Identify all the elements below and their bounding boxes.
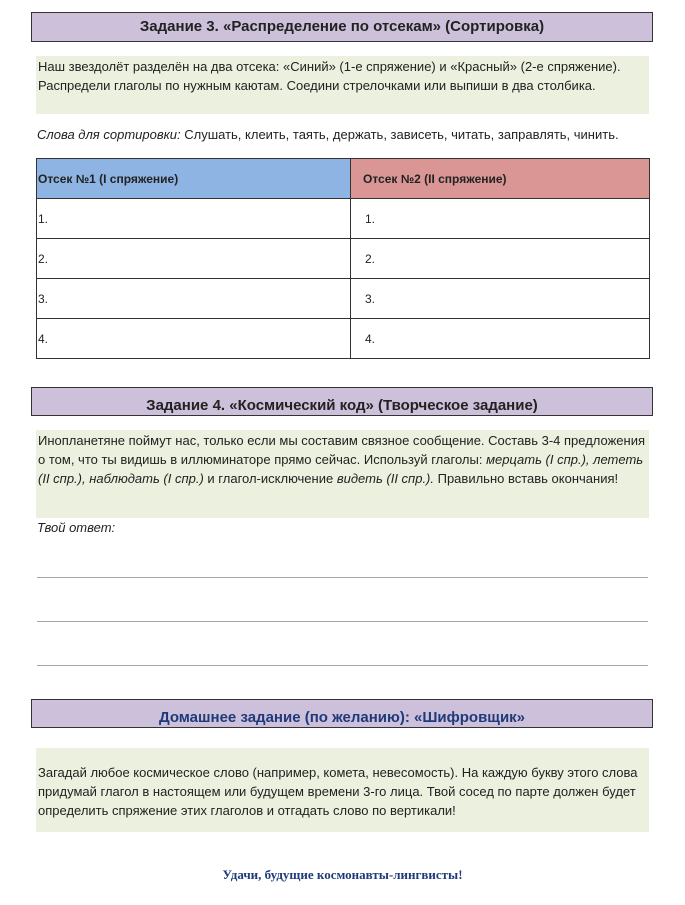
column-header-conjugation-1: Отсек №1 (I спряжение) [37, 159, 351, 199]
task4-exception-verb: видеть (II спр.). [336, 471, 434, 486]
homework-description [36, 748, 649, 832]
table-row [37, 199, 650, 239]
table-cell[interactable]: 3. [37, 279, 351, 319]
homework-description-text: Загадай любое космическое слово (например, комета, невесомость). На каждую букву этого слова придумай глагол в настоящем или будущем времени 3-го лица. Твой сосед по парте должен будет определить спряжение этих глаголов и отгадать слово по вертикали! [38, 765, 638, 818]
task4-description-text-2: и глагол-исключение [203, 471, 337, 486]
column-header-conjugation-2: Отсек №2 (II спряжение) [351, 159, 650, 199]
table-row [37, 279, 650, 319]
task4-description-text: Инопланетяне поймут нас, только если мы составим связное сообщение. Составь 3-4 предложения о том, что ты видишь в иллюминаторе прямо сейчас. Используй глаголы: [38, 433, 646, 467]
task3-description-text: Наш звездолёт разделён на два отсека: «Синий» (1-е спряжение) и «Красный» (2-е спряжение). Распредели глаголы по нужным каютам. Соедини стрелочками или выпиши в два столбика. [38, 59, 621, 93]
homework-title [31, 699, 653, 728]
task3-description [36, 56, 649, 114]
table-cell[interactable]: 3. [351, 279, 650, 319]
task4-title-text: Задание 4. «Космический код» (Творческое задание) [146, 397, 538, 414]
table-cell[interactable]: 2. [37, 239, 351, 279]
task4-description-text-3: Правильно вставь окончания! [434, 471, 619, 486]
task3-words-label: Слова для сортировки: [37, 127, 181, 142]
table-cell[interactable]: 4. [351, 319, 650, 359]
table-cell[interactable]: 2. [351, 239, 650, 279]
table-cell[interactable]: 4. [37, 319, 351, 359]
answer-line-1[interactable] [37, 577, 648, 578]
table-row [37, 239, 650, 279]
answer-label-text: Твой ответ: [37, 520, 116, 535]
table-row [37, 319, 650, 359]
sorting-table [36, 158, 650, 359]
task3-title-text: Задание 3. «Распределение по отсекам» (Сортировка) [139, 18, 545, 35]
answer-line-2[interactable] [37, 621, 648, 622]
answer-label [37, 519, 115, 537]
answer-line-3[interactable] [37, 665, 648, 666]
sorting-table-header-row [37, 159, 650, 199]
table-cell[interactable]: 1. [37, 199, 351, 239]
task4-description [36, 430, 649, 518]
table-cell[interactable]: 1. [351, 199, 650, 239]
task4-verbs: мерцать (I спр.), лететь (II спр.), наблюдать (I спр.) [38, 452, 644, 486]
homework-title-text: Домашнее задание (по желанию): «Шифровщик» [158, 709, 526, 726]
task3-words-list: Слушать, клеить, таять, держать, зависеть, читать, заправлять, чинить. [180, 127, 619, 142]
task4-title [31, 387, 653, 416]
task3-title [31, 12, 653, 42]
footer-message: Удачи, будущие космонавты-лингвисты! [222, 867, 463, 882]
task3-words [37, 126, 619, 144]
